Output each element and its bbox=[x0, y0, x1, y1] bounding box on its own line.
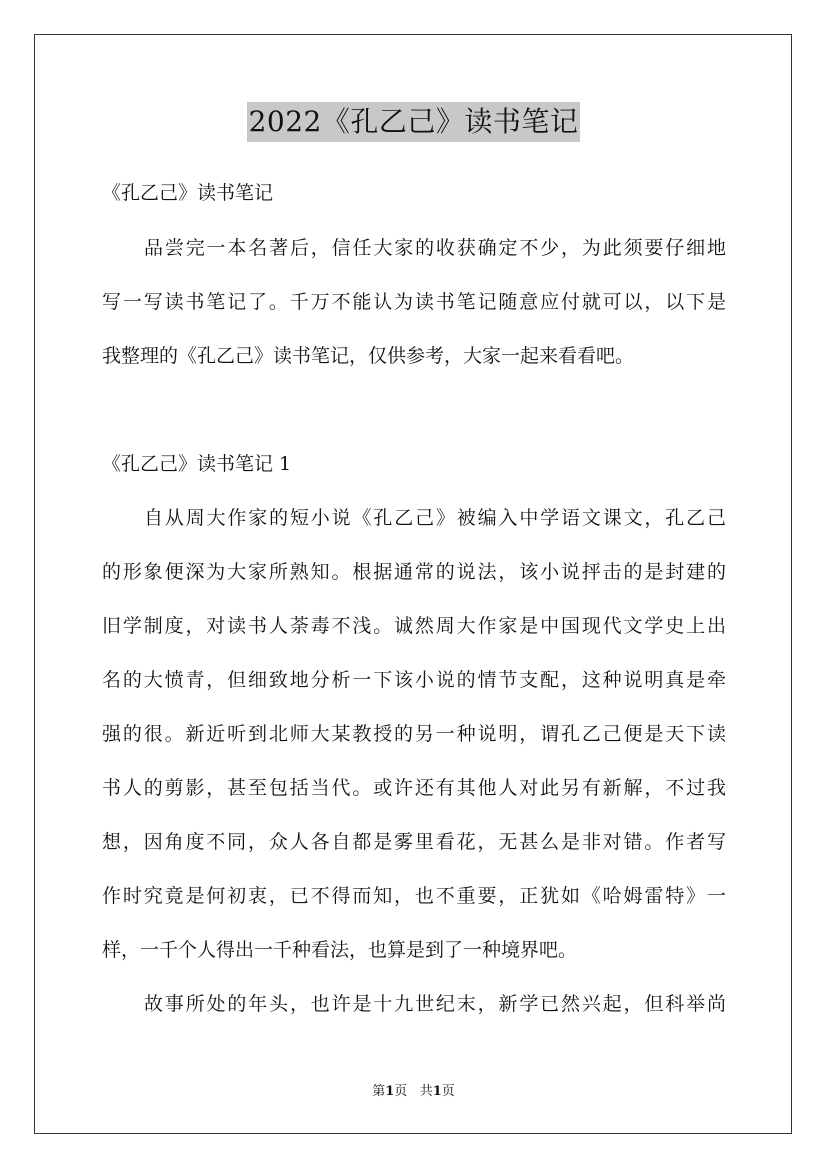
page-footer bbox=[0, 1083, 827, 1101]
section1-line: 强的很。新近听到北师大某教授的另一种说明，谓孔乙己便是天下读 bbox=[102, 723, 726, 745]
section1-line: 作时究竟是何初衷，已不得而知，也不重要，正犹如《哈姆雷特》一 bbox=[102, 885, 726, 907]
section1-line: 样，一千个人得出一千种看法，也算是到了一种境界吧。 bbox=[102, 939, 578, 961]
footer-page-prefix: 第 bbox=[372, 1084, 386, 1099]
section1-line: 想，因角度不同，众人各自都是雾里看花，无甚么是非对错。作者写 bbox=[102, 831, 726, 853]
footer-page-suffix: 页 bbox=[394, 1084, 408, 1099]
intro-line: 品尝完一本名著后，信任大家的收获确定不少，为此须要仔细地 bbox=[144, 237, 726, 259]
intro-line: 写一写读书笔记了。千万不能认为读书笔记随意应付就可以，以下是 bbox=[102, 291, 726, 313]
footer-page-current: 1 bbox=[385, 1084, 395, 1099]
footer-page-total: 1 bbox=[432, 1084, 442, 1099]
section1-line: 书人的剪影，甚至包括当代。或许还有其他人对此另有新解，不过我 bbox=[102, 777, 726, 799]
intro-heading: 《孔乙己》读书笔记 bbox=[102, 182, 274, 204]
footer-total-prefix: 共 bbox=[419, 1084, 433, 1099]
section1-heading: 《孔乙己》读书笔记 1 bbox=[102, 453, 292, 475]
intro-line: 我整理的《孔乙己》读书笔记，仅供参考，大家一起来看看吧。 bbox=[102, 345, 635, 367]
footer-total-suffix: 页 bbox=[441, 1084, 455, 1099]
section1-line: 名的大愤青，但细致地分析一下该小说的情节支配，这种说明真是牵 bbox=[102, 669, 726, 691]
section1-para2-line: 故事所处的年头，也许是十九世纪末，新学已然兴起，但科举尚 bbox=[144, 993, 726, 1015]
title-container bbox=[0, 102, 827, 142]
document-title: 2022《孔乙己》读书笔记 bbox=[247, 102, 581, 142]
section1-line: 的形象便深为大家所熟知。根据通常的说法，该小说抨击的是封建的 bbox=[102, 561, 726, 583]
section1-line: 自从周大作家的短小说《孔乙己》被编入中学语文课文，孔乙己 bbox=[144, 507, 726, 529]
section1-line: 旧学制度，对读书人荼毒不浅。诚然周大作家是中国现代文学史上出 bbox=[102, 615, 726, 637]
